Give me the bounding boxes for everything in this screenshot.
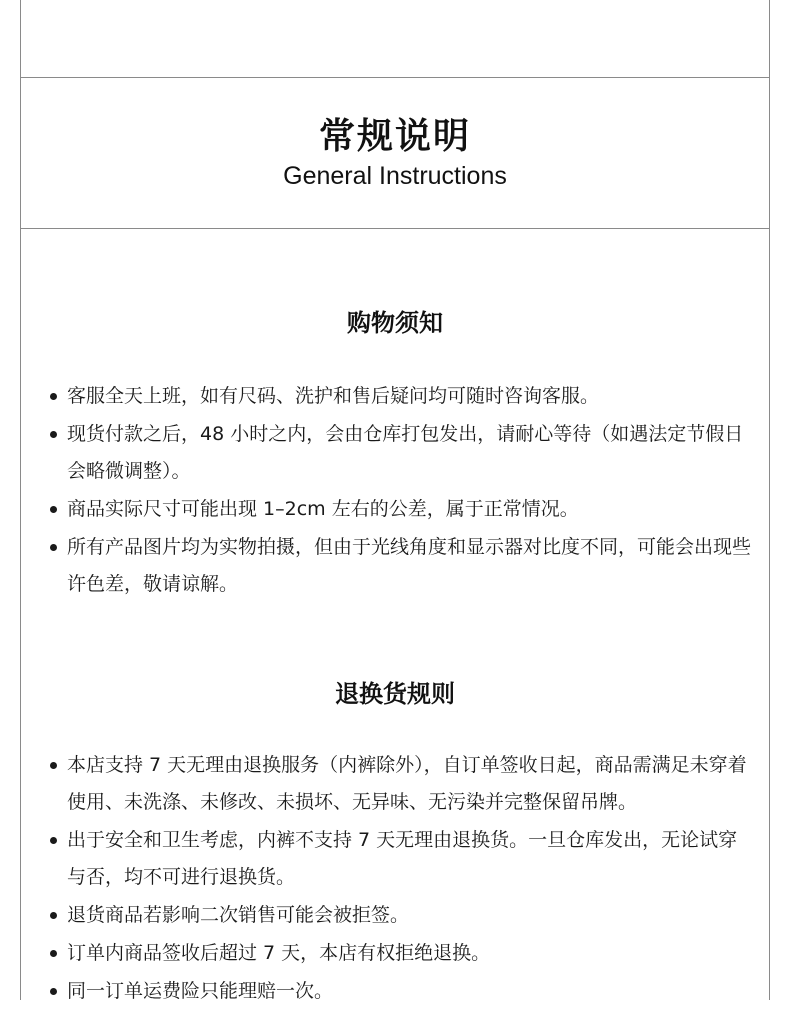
list-item: 本店支持 7 天无理由退换服务（内裤除外），自订单签收日起，商品需满足未穿着使用、未洗涤、未修改、未损坏、无异味、无污染并完整保留吊牌。 [48,747,755,821]
shopping-notes-list [21,378,769,603]
list-item: 出于安全和卫生考虑，内裤不支持 7 天无理由退换货。一旦仓库发出，无论试穿与否，均不可进行退换货。 [48,822,755,896]
shopping-notes-title: 购物须知 [347,309,443,337]
page-frame [20,0,770,1000]
list-item: 所有产品图片均为实物拍摄，但由于光线角度和显示器对比度不同，可能会出现些许色差，敬请谅解。 [48,529,755,603]
return-rules-title: 退换货规则 [335,680,455,708]
section-header [21,78,769,229]
list-item: 现货付款之后，48 小时之内，会由仓库打包发出，请耐心等待（如遇法定节假日会略微调整）。 [48,416,755,490]
page-subtitle: General Instructions [283,162,507,190]
return-rules-list [21,747,769,1010]
top-blank-area [21,0,769,78]
list-item: 商品实际尺寸可能出现 1–2cm 左右的公差，属于正常情况。 [48,491,755,528]
list-item: 客服全天上班，如有尺码、洗护和售后疑问均可随时咨询客服。 [48,378,755,415]
list-item: 同一订单运费险只能理赔一次。 [48,973,755,1010]
page-title: 常规说明 [318,116,471,157]
list-item: 退货商品若影响二次销售可能会被拒签。 [48,897,755,934]
list-item: 订单内商品签收后超过 7 天，本店有权拒绝退换。 [48,935,755,972]
